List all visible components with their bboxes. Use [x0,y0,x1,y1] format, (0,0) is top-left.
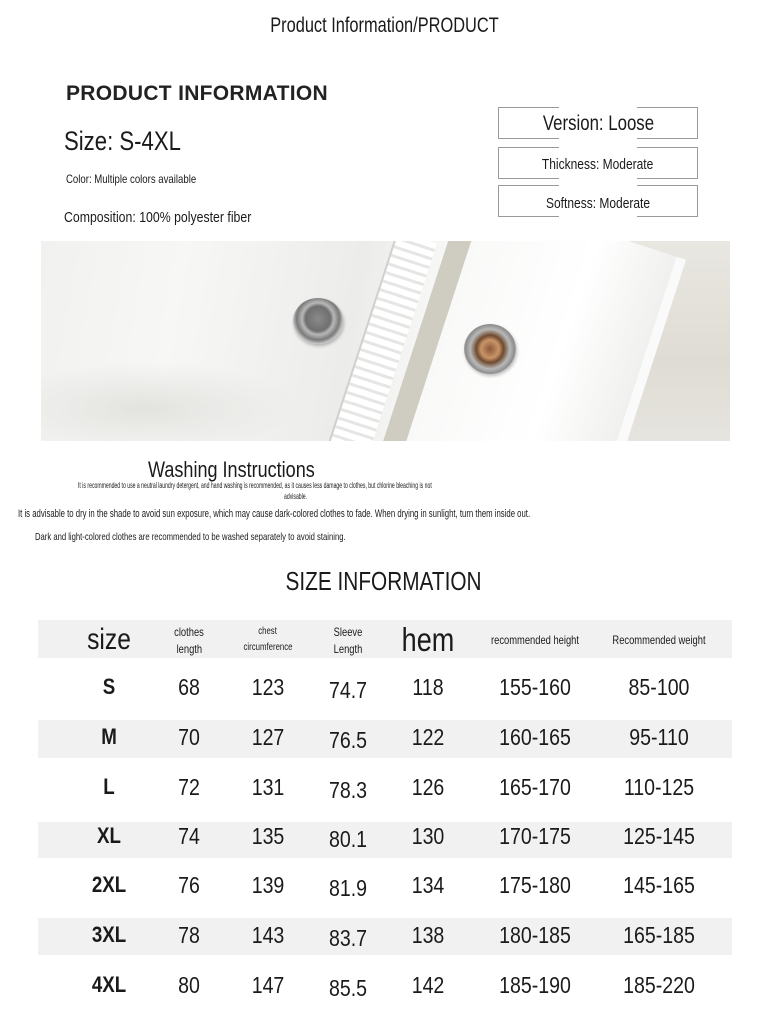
spec-softness-label: Softness: Moderate [545,195,651,212]
table-cell: 80 [178,972,200,998]
table-cell: 138 [411,922,445,948]
table-cell: 85-100 [628,674,690,700]
table-cell: 145-165 [623,872,695,898]
table-cell: 135 [251,823,285,849]
table-cell: 80.1 [328,826,368,852]
table-row-size-label: M [101,724,117,749]
table-cell: 170-175 [499,823,571,849]
table-cell: 118 [412,674,444,700]
table-cell: 74 [178,823,200,849]
table-column-header: clothes length [174,625,204,656]
table-cell: 78 [178,922,200,948]
table-row-size-label: 2XL [91,872,127,897]
color-info: Color: Multiple colors available [66,172,197,186]
table-column-header: chest circumference [243,626,293,653]
table-cell: 185-220 [623,972,695,998]
size-info-heading: SIZE INFORMATION [285,566,483,596]
table-row-size-label: XL [97,823,121,848]
table-cell: 123 [251,674,285,700]
table-column-header: recommended height [491,633,579,647]
spec-softness-box [498,185,698,217]
table-column-header: hem [401,621,455,658]
table-cell: 78.3 [328,777,368,803]
table-column-header: Sleeve Length [333,625,363,656]
table-column-header: Recommended weight [612,633,706,647]
snap-button-male [293,298,343,344]
composition-info: Composition: 100% polyester fiber [64,209,252,226]
table-cell: 142 [411,972,445,998]
snap-button-female [464,324,516,374]
table-cell: 127 [251,724,285,750]
table-cell: 83.7 [328,925,368,951]
table-cell: 85.5 [328,975,368,1001]
spec-thickness-box [498,147,698,179]
spec-version-box [498,107,698,139]
table-cell: 160-165 [499,724,571,750]
spec-version-label: Version: Loose [542,112,654,135]
table-cell: 180-185 [499,922,571,948]
table-cell: 125-145 [623,823,695,849]
table-cell: 147 [251,972,285,998]
table-row-size-label: 3XL [91,922,127,947]
spec-thickness-label: Thickness: Moderate [542,156,654,173]
table-cell: 155-160 [499,674,571,700]
size-range: Size: S-4XL [64,126,181,156]
product-info-heading: PRODUCT INFORMATION [66,82,328,105]
table-cell: 68 [178,674,200,700]
table-cell: 122 [411,724,445,750]
table-row-size-label: S [102,674,116,699]
table-cell: 70 [178,724,200,750]
table-cell: 74.7 [328,677,368,703]
table-cell: 165-170 [499,774,571,800]
table-cell: 110-125 [623,774,695,800]
table-cell: 72 [178,774,200,800]
table-cell: 130 [411,823,445,849]
table-column-header: size [87,623,131,656]
table-cell: 95-110 [629,724,689,750]
table-cell: 131 [251,774,285,800]
page-title: Product Information/PRODUCT [269,14,499,37]
table-cell: 143 [251,922,285,948]
table-cell: 126 [411,774,445,800]
table-cell: 81.9 [328,875,368,901]
product-photo [41,241,730,441]
table-row-size-label: L [103,774,115,799]
table-cell: 185-190 [499,972,571,998]
table-cell: 139 [251,872,285,898]
table-cell: 76.5 [328,727,368,753]
table-cell: 76 [178,872,200,898]
table-cell: 165-185 [623,922,695,948]
table-cell: 175-180 [499,872,571,898]
table-cell: 134 [411,872,445,898]
table-row-size-label: 4XL [91,972,127,997]
